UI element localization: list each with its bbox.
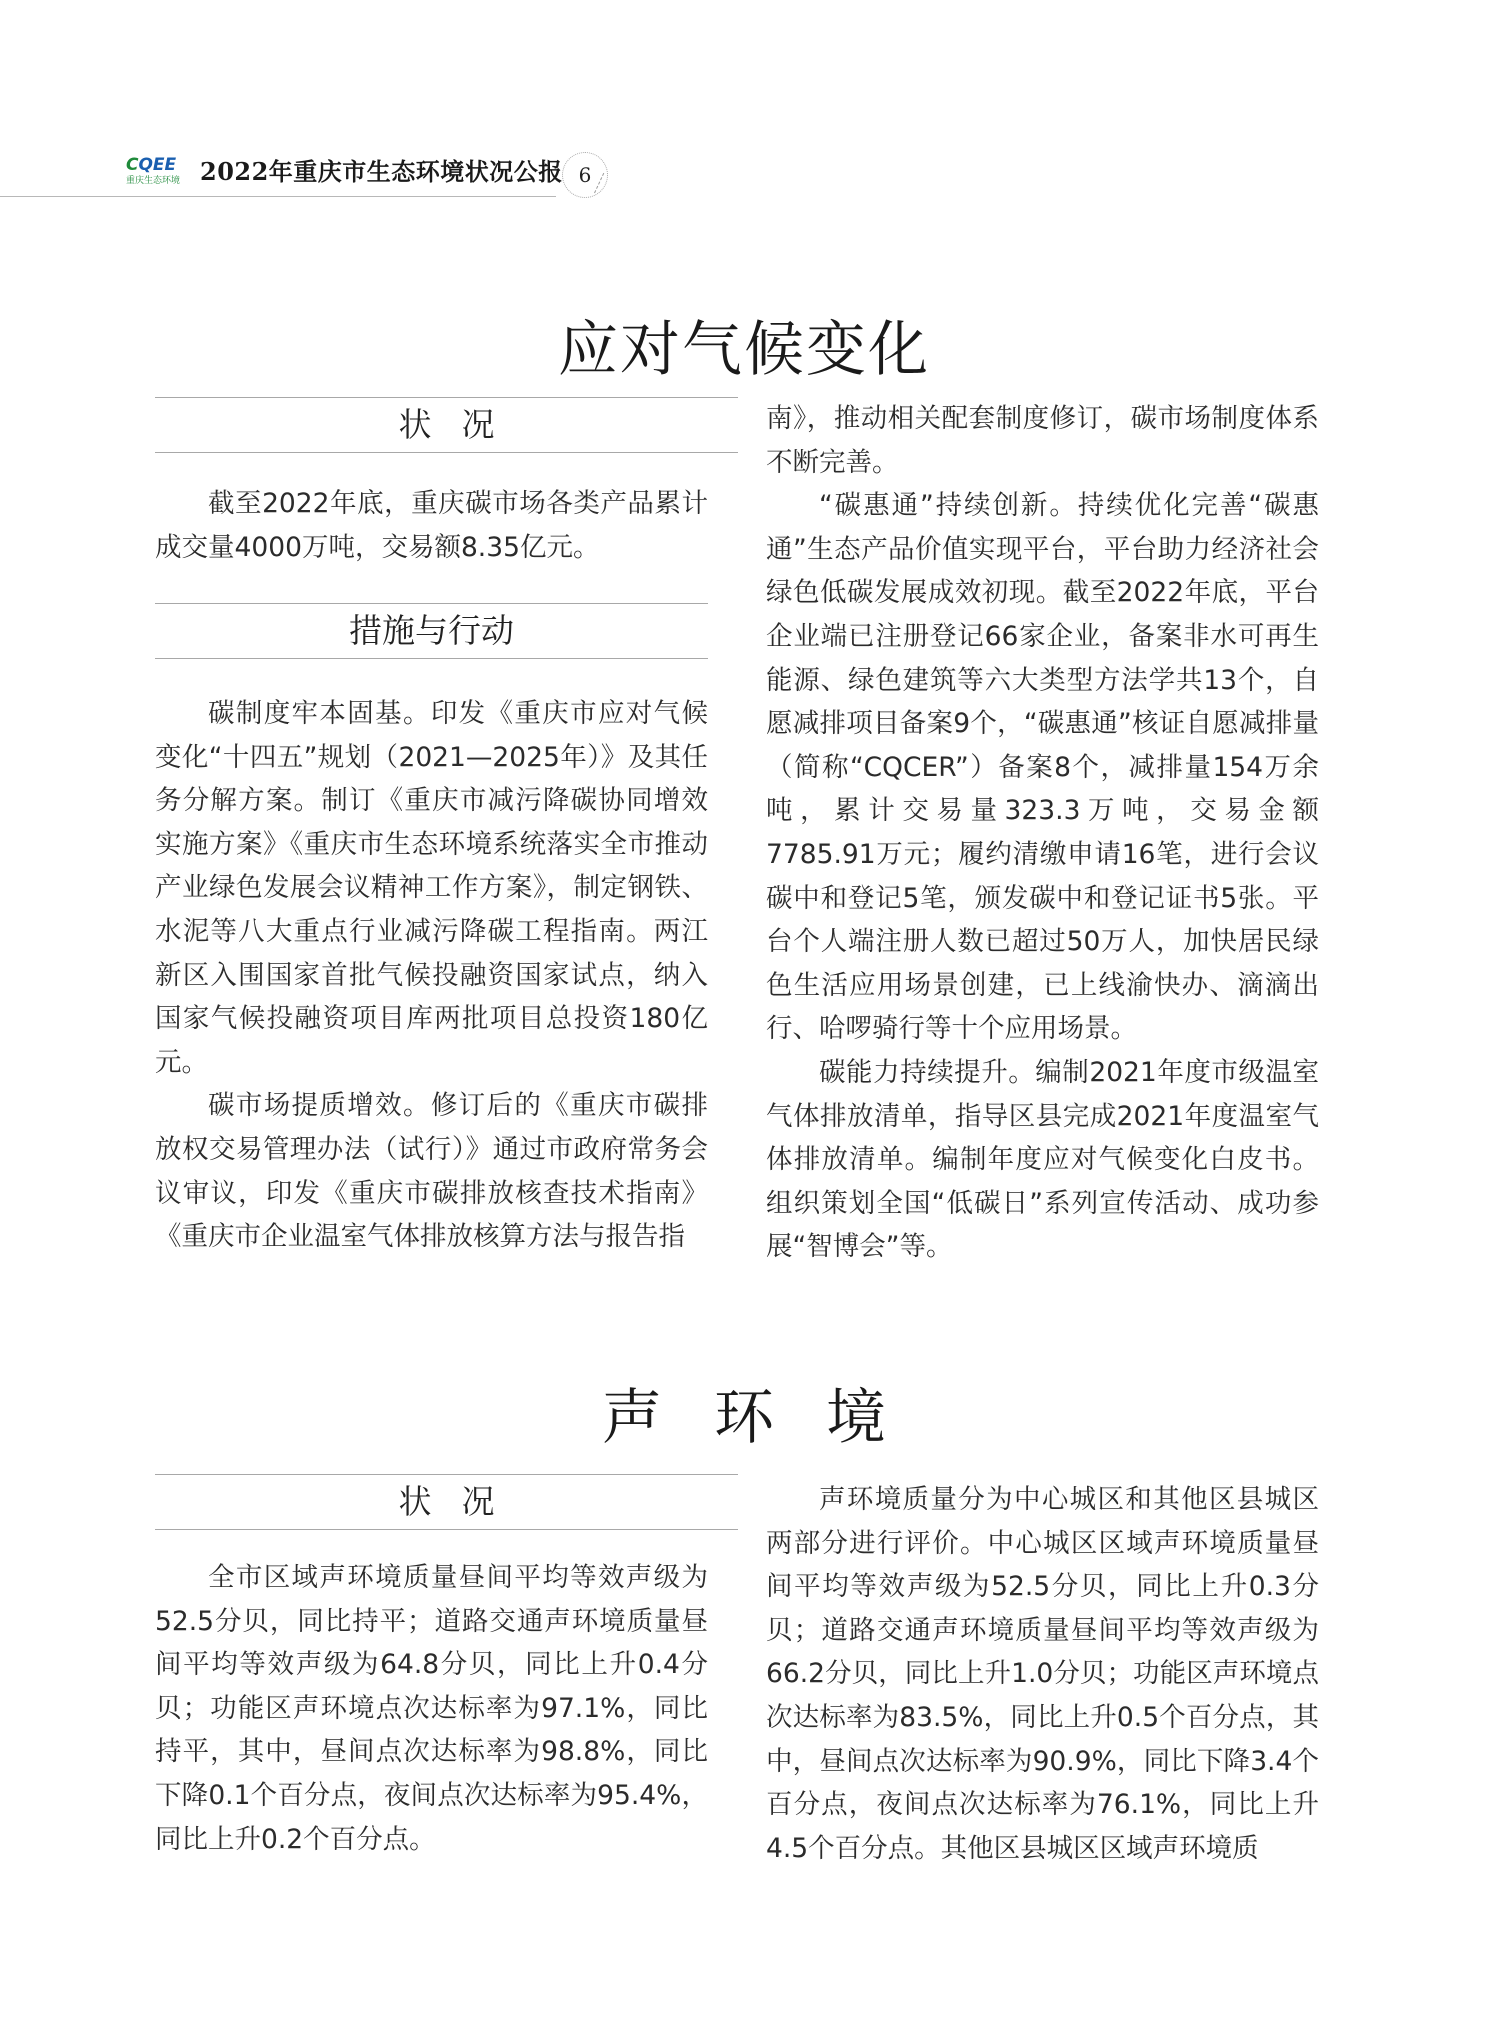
section-title-noise: 声环境	[602, 1383, 938, 1454]
cqee-logo	[126, 156, 192, 192]
paragraph-continuation: 南》，推动相关配套制度修订，碳市场制度体系不断完善。	[766, 403, 1319, 478]
page-number: 6	[578, 163, 592, 187]
report-title: 2022年重庆市生态环境状况公报	[200, 157, 563, 186]
logo-mark	[126, 156, 192, 174]
subheading-climate-actions: 措施与行动	[155, 603, 708, 659]
subheading-climate-status: 状况	[155, 397, 738, 453]
page-header	[0, 148, 640, 208]
subheading-noise-status: 状况	[155, 1474, 738, 1530]
paragraph-carbon-capacity: 碳能力持续提升。编制2021年度市级温室气体排放清单，指导区县完成2021年度温室气体排放清单。编制年度应对气候变化白皮书。组织策划全国“低碳日”系列宣传活动、成功参展“智博会”等。	[766, 1056, 1319, 1263]
noise-status-left-column	[155, 1556, 708, 1861]
logo-text: 重庆生态环境	[126, 176, 181, 186]
page-number-badge	[562, 152, 608, 198]
paragraph-district-noise: 声环境质量分为中心城区和其他区县城区两部分进行评价。中心城区区域声环境质量昼间平均等效声级为52.5分贝，同比上升0.3分贝；道路交通声环境质量昼间平均等效声级为66.2分贝，同比上升1.0分贝；功能区声环境点次达标率为83.5%，同比上升0.5个百分点，其中，昼间点次达标率为90.9%，同比下降3.4个百分点，夜间点次达标率为76.1%，同比上升4.5个百分点。其他区县城区区域声环境质	[766, 1484, 1319, 1864]
leaf-ornament-icon	[594, 173, 617, 199]
climate-actions-left-column	[155, 692, 708, 1259]
logo-letters: QEE	[138, 155, 177, 175]
climate-actions-right-column	[766, 397, 1319, 1269]
header-rule	[0, 196, 556, 197]
climate-status-text	[155, 482, 708, 569]
logo-letter: C	[126, 155, 139, 175]
paragraph-carbon-market: 碳市场提质增效。修订后的《重庆市碳排放权交易管理办法（试行）》通过市政府常务会议审议，印发《重庆市碳排放核查技术指南》《重庆市企业温室气体排放核算方法与报告指	[155, 1090, 708, 1253]
paragraph-tanhuitong: “碳惠通”持续创新。持续优化完善“碳惠通”生态产品价值实现平台，平台助力经济社会绿色低碳发展成效初现。截至2022年底，平台企业端已注册登记66家企业，备案非水可再生能源、绿色建筑等六大类型方法学共13个，自愿减排项目备案9个，“碳惠通”核证自愿减排量（简称“CQCER”）备案8个，减排量154万余吨，累计交易量323.3万吨，交易金额7785.91万元；履约清缴申请16笔，进行会议碳中和登记5笔，颁发碳中和登记证书5张。平台个人端注册人数已超过50万人，加快居民绿色生活应用场景创建，已上线渝快办、滴滴出行、哈啰骑行等十个应用场景。	[766, 490, 1319, 1045]
noise-status-right-column	[766, 1478, 1319, 1870]
paragraph: 截至2022年底，重庆碳市场各类产品累计成交量4000万吨，交易额8.35亿元。	[155, 488, 708, 563]
section-title-climate: 应对气候变化	[558, 315, 930, 386]
paragraph-citywide-noise: 全市区域声环境质量昼间平均等效声级为52.5分贝，同比持平；道路交通声环境质量昼间平均等效声级为64.8分贝，同比上升0.4分贝；功能区声环境点次达标率为97.1%，同比持平，其中，昼间点次达标率为98.8%，同比下降0.1个百分点，夜间点次达标率为95.4%，同比上升0.2个百分点。	[155, 1562, 708, 1855]
paragraph-carbon-system: 碳制度牢本固基。印发《重庆市应对气候变化“十四五”规划（2021—2025年）》及其任务分解方案。制订《重庆市减污降碳协同增效实施方案》《重庆市生态环境系统落实全市推动产业绿色发展会议精神工作方案》，制定钢铁、水泥等八大重点行业减污降碳工程指南。两江新区入围国家首批气候投融资国家试点，纳入国家气候投融资项目库两批项目总投资180亿元。	[155, 698, 708, 1078]
